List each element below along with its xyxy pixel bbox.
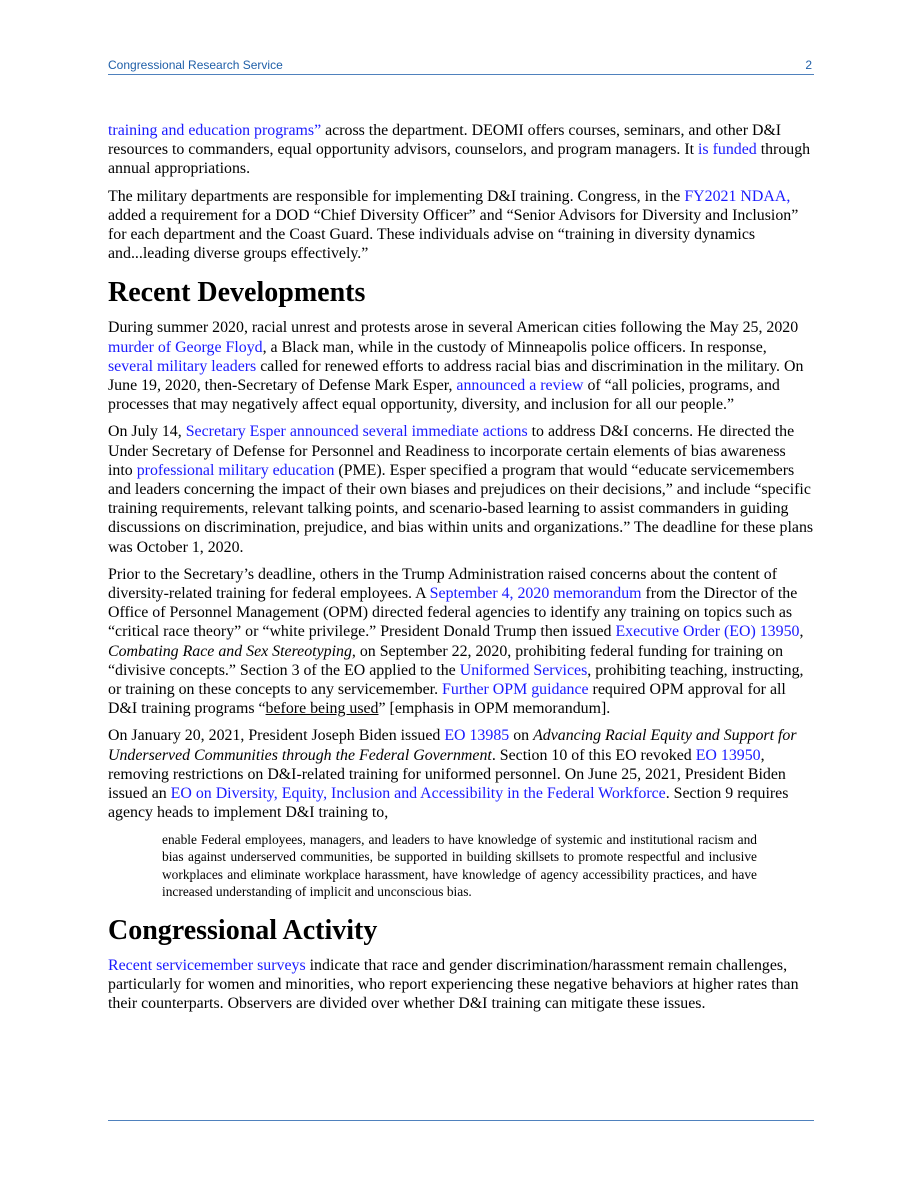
paragraph-july-14 — [108, 422, 814, 556]
text-run: , removing restrictions on D&I-related training for uniformed personnel. On June 25, 2021, President Biden issued an — [108, 746, 786, 803]
text-run: (PME). Esper specified a program that would “educate servicemembers and leaders concerning the impact of their own biases and prejudices on their decisions,” and include “specific training requirements, relevant talking points, and scenario-based learning to assist commanders in guiding discussions on discrimination, prejudice, and bias within units and organizations.” The deadline for these plans was October 1, 2020. — [108, 461, 814, 556]
paragraph-deomi — [108, 121, 814, 179]
document-body — [108, 121, 814, 1021]
page-header — [108, 58, 814, 75]
link-is-funded[interactable]: is funded — [698, 141, 757, 159]
text-run: of “all policies, programs, and processes that may negatively affect equal opportunity, diversity, and inclusion for all our people.” — [108, 377, 780, 414]
text-run: across the department. DEOMI offers courses, seminars, and other D&I resources to commanders, equal opportunity advisors, counselors, and program managers. It — [108, 122, 782, 159]
paragraph-trump-administration — [108, 565, 814, 719]
link-announced-review[interactable]: announced a review — [456, 377, 584, 395]
link-fy2021-ndaa[interactable]: FY2021 NDAA, — [684, 187, 791, 205]
block-quote: enable Federal employees, managers, and leaders to have knowledge of systemic and institutional racism and bias against underserved communities, be supported in building skillsets to promote respectful and inclusive workplaces and eliminate workplace harassment, have knowledge of agency accessibility practices, and have increased understanding of implicit and unconscious bias. — [162, 831, 757, 900]
page-number: 2 — [805, 58, 812, 72]
link-eo-13985[interactable]: EO 13985 — [444, 727, 510, 745]
link-professional-military-education[interactable]: professional military education — [136, 461, 335, 479]
text-run: , — [799, 623, 804, 641]
link-further-opm-guidance[interactable]: Further OPM guidance — [442, 681, 589, 699]
text-run: added a requirement for a DOD “Chief Diversity Officer” and “Senior Advisors for Diversity and Inclusion” for each department and the Coast Guard. These individuals advise on “training in diversity dynamics and...leading diverse groups effectively.” — [108, 206, 799, 263]
link-september-memorandum[interactable]: September 4, 2020 memorandum — [429, 585, 642, 603]
text-run: , on September 22, 2020, prohibiting federal funding for training on “divisive concepts.” Section 3 of the EO applied to the — [108, 642, 784, 679]
header-publisher: Congressional Research Service — [108, 58, 283, 72]
text-run: During summer 2020, racial unrest and protests arose in several American cities following the May 25, 2020 — [108, 319, 799, 337]
paragraph-summer-2020 — [108, 318, 814, 414]
link-eo-13950[interactable]: Executive Order (EO) 13950 — [615, 623, 800, 641]
heading-recent-developments: Recent Developments — [108, 277, 366, 309]
text-run: called for renewed efforts to address racial bias and discrimination in the military. On June 19, 2020, then-Secretary of Defense Mark Esper, — [108, 357, 804, 395]
paragraph-surveys — [108, 956, 814, 1014]
text-run: indicate that race and gender discrimination/harassment remain challenges, particularly for women and minorities, who report experiencing these negative behaviors at higher rates than their counterparts. Observers are divided over whether D&I training can mitigate these issues. — [108, 956, 799, 1013]
text-run: from the Director of the Office of Personnel Management (OPM) directed federal agencies to identify any training on topics such as “critical race theory” or “white privilege.” President Donald Trump then issued — [108, 585, 798, 641]
link-military-leaders[interactable]: several military leaders — [108, 357, 257, 375]
paragraph-biden — [108, 726, 814, 822]
text-run: on — [509, 727, 534, 745]
text-run: The military departments are responsible for implementing D&I training. Congress, in the — [108, 187, 685, 205]
text-run: . Section 10 of this EO revoked — [491, 746, 696, 764]
link-murder-george-floyd[interactable]: murder of George Floyd — [108, 338, 263, 356]
underlined-emphasis: before being used — [265, 700, 379, 718]
text-run: . Section 9 requires agency heads to implement D&I training to, — [108, 785, 789, 822]
text-run: required OPM approval for all D&I training programs “ — [108, 681, 786, 718]
link-eo-deia[interactable]: EO on Diversity, Equity, Inclusion and Accessibility in the Federal Workforce — [170, 785, 666, 803]
italic-title: Combating Race and Sex Stereotyping — [108, 642, 352, 660]
link-esper-immediate-actions[interactable]: Secretary Esper announced several immediate actions — [185, 423, 528, 441]
text-run: Prior to the Secretary’s deadline, others in the Trump Administration raised concerns about the content of diversity-related training for federal employees. A — [108, 565, 778, 603]
link-training-programs[interactable]: training and education programs” — [108, 122, 322, 139]
link-eo-13950-revoked[interactable]: EO 13950 — [695, 746, 761, 764]
text-run: On January 20, 2021, President Joseph Biden issued — [108, 727, 445, 745]
text-run: ” [emphasis in OPM memorandum]. — [378, 700, 611, 718]
italic-title: Advancing Racial Equity and Support for Underserved Communities through the Federal Government — [108, 727, 797, 764]
footer-divider — [108, 1120, 814, 1121]
link-servicemember-surveys[interactable]: Recent servicemember surveys — [108, 956, 306, 974]
link-uniformed-services[interactable]: Uniformed Services — [459, 661, 588, 679]
heading-congressional-activity: Congressional Activity — [108, 914, 378, 946]
text-run: through annual appropriations. — [108, 141, 811, 178]
text-run: , a Black man, while in the custody of Minneapolis police officers. In response, — [262, 338, 767, 356]
text-run: to address D&I concerns. He directed the Under Secretary of Defense for Personnel and Readiness to incorporate certain elements of bias awareness into — [108, 423, 795, 479]
text-run: On July 14, — [108, 423, 186, 441]
paragraph-military-departments — [108, 187, 814, 264]
text-run: , prohibiting teaching, instructing, or training on these concepts to any servicemember. — [108, 661, 804, 699]
